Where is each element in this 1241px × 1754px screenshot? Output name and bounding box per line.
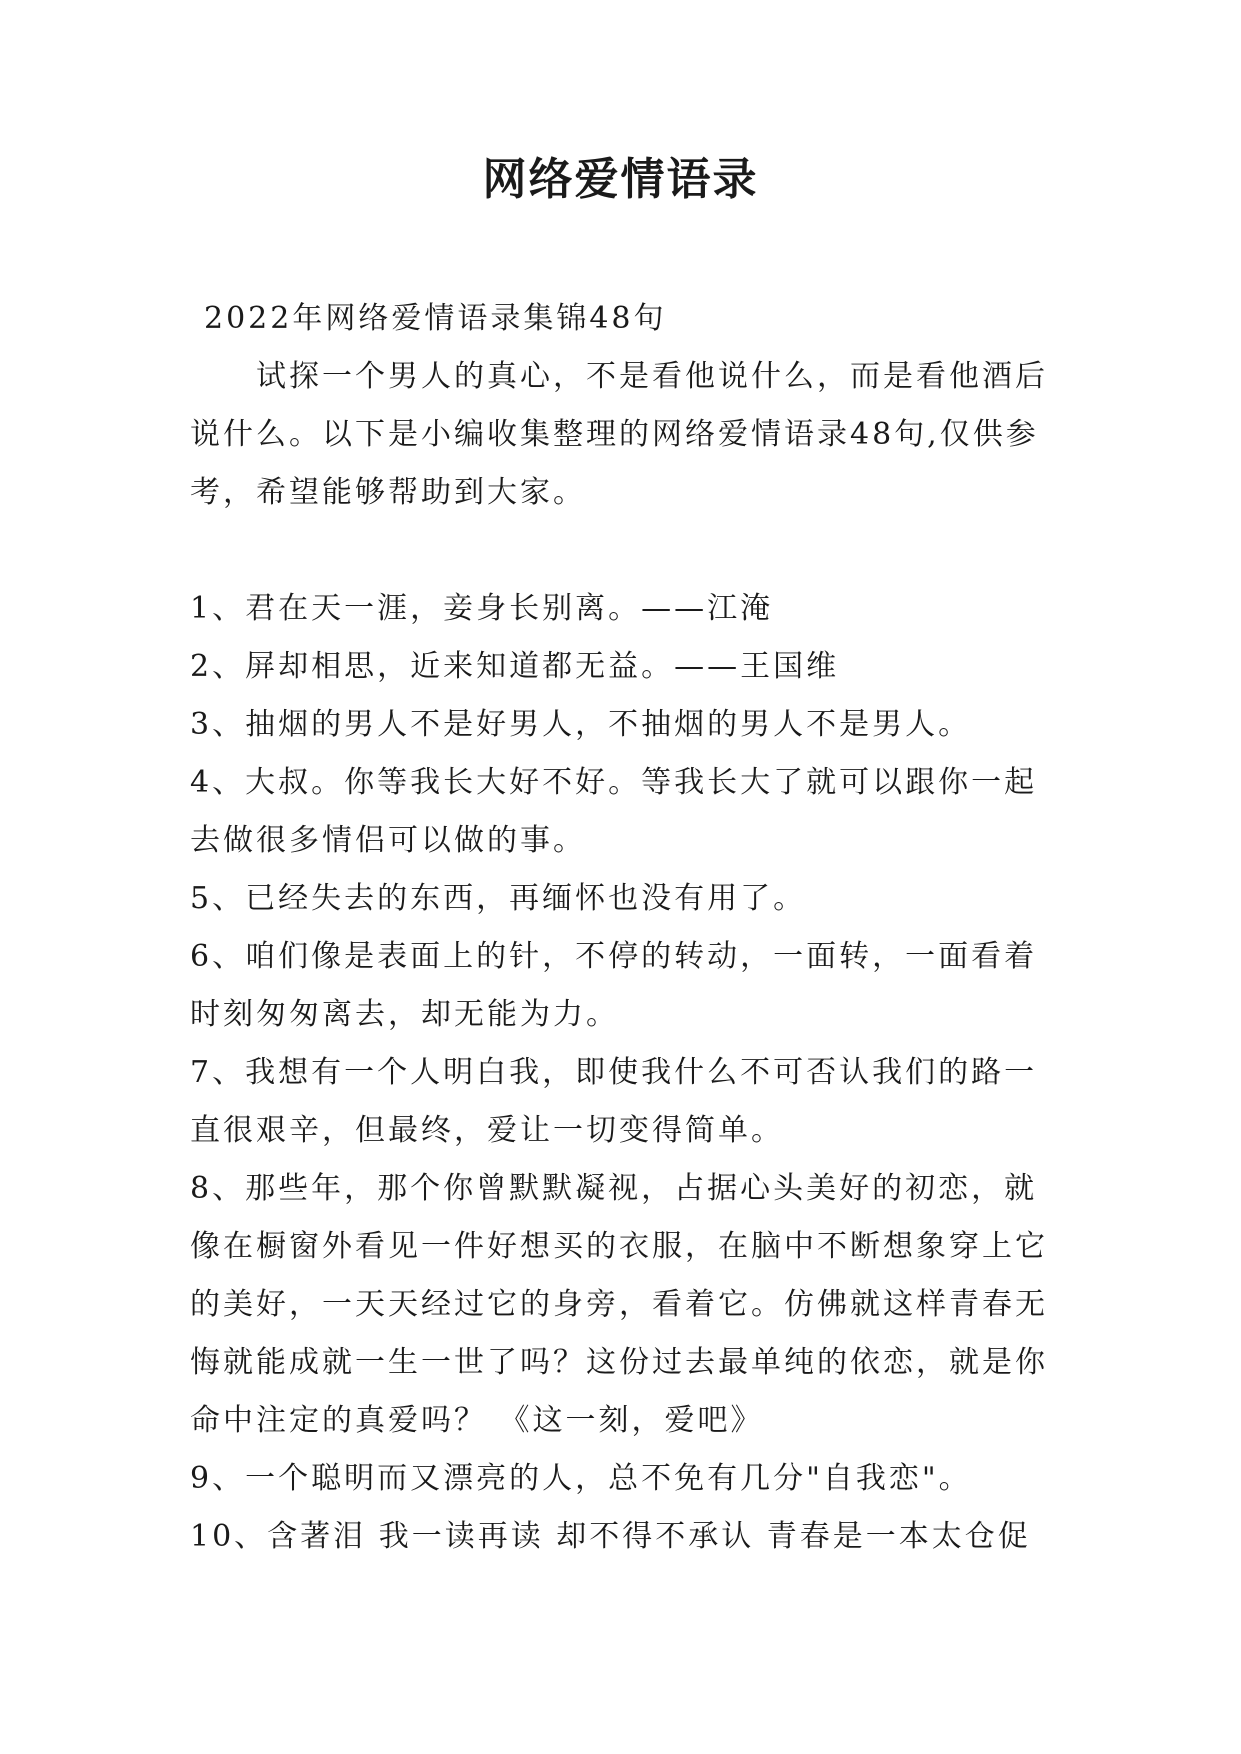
quote-line: 5、已经失去的东西，再缅怀也没有用了。 bbox=[190, 881, 807, 916]
quote-line: 8、那些年，那个你曾默默凝视，占据心头美好的初恋，就 bbox=[190, 1171, 1038, 1206]
quote-line: 悔就能成就一生一世了吗？这份过去最单纯的依恋，就是你 bbox=[190, 1345, 1048, 1380]
quote-line: 直很艰辛，但最终，爱让一切变得简单。 bbox=[190, 1113, 784, 1148]
quote-line: 9、一个聪明而又漂亮的人，总不免有几分"自我恋"。 bbox=[190, 1461, 972, 1496]
quote-line: 的美好，一天天经过它的身旁，看着它。仿佛就这样青春无 bbox=[190, 1287, 1048, 1322]
quote-line: 像在橱窗外看见一件好想买的衣服，在脑中不断想象穿上它 bbox=[190, 1229, 1048, 1264]
quote-line: 6、咱们像是表面上的针，不停的转动，一面转，一面看着 bbox=[190, 939, 1038, 974]
quote-line: 去做很多情侣可以做的事。 bbox=[190, 823, 586, 858]
document-subtitle: 2022年网络爱情语录集锦48句 bbox=[204, 301, 667, 336]
quote-line: 时刻匆匆离去，却无能为力。 bbox=[190, 997, 619, 1032]
paragraph-spacer bbox=[190, 522, 1050, 580]
quote-line: 1、君在天一涯，妾身长别离。——江淹 bbox=[190, 591, 774, 626]
quote-line: 命中注定的真爱吗？ 《这一刻，爱吧》 bbox=[190, 1403, 764, 1438]
intro-line: 考，希望能够帮助到大家。 bbox=[190, 475, 586, 510]
document-body bbox=[190, 290, 1050, 1566]
intro-paragraph bbox=[190, 348, 1050, 522]
intro-line: 试探一个男人的真心，不是看他说什么，而是看他酒后 bbox=[256, 359, 1048, 394]
quote-line: 3、抽烟的男人不是好男人，不抽烟的男人不是男人。 bbox=[190, 707, 972, 742]
document-title: 网络爱情语录 bbox=[482, 154, 759, 205]
quote-line: 4、大叔。你等我长大好不好。等我长大了就可以跟你一起 bbox=[190, 765, 1038, 800]
quote-line: 2、屏却相思，近来知道都无益。——王国维 bbox=[190, 649, 840, 684]
intro-line: 说什么。以下是小编收集整理的网络爱情语录48句,仅供参 bbox=[190, 417, 1039, 452]
quote-line: 7、我想有一个人明白我，即使我什么不可否认我们的路一 bbox=[190, 1055, 1038, 1090]
quote-list bbox=[190, 580, 1050, 1566]
quote-line: 10、含著泪 我一读再读 却不得不承认 青春是一本太仓促 bbox=[190, 1519, 1031, 1554]
